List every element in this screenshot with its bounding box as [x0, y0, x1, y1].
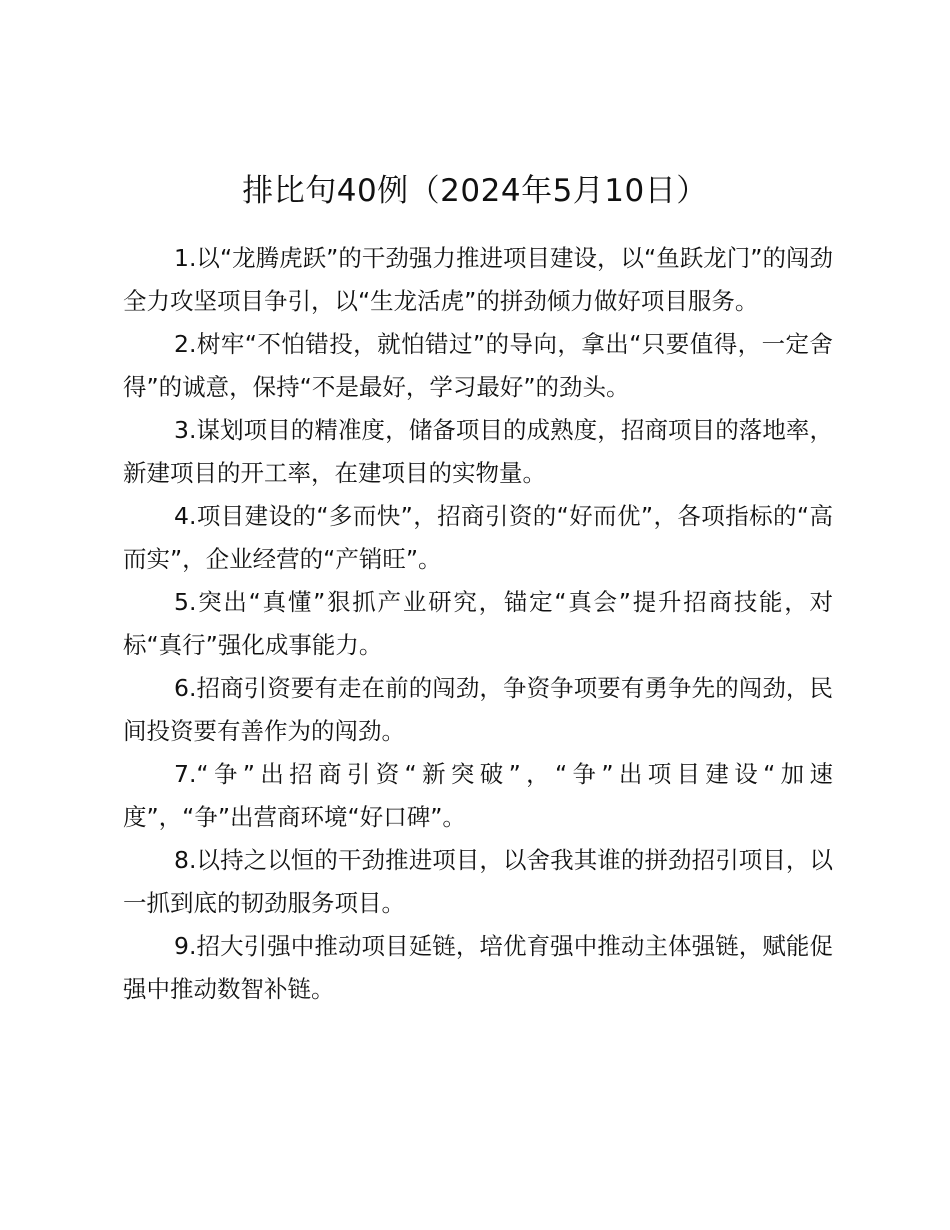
paragraph-8: 8.以持之以恒的干劲推进项目，以舍我其谁的拼劲招引项目，以一抓到底的韧劲服务项目。	[123, 846, 833, 917]
document-body	[123, 237, 833, 1011]
document-title: 排比句40例（2024年5月10日）	[242, 173, 708, 209]
paragraph-5: 5.突出“真懂”狠抓产业研究，锚定“真会”提升招商技能，对标“真行”强化成事能力。	[123, 588, 833, 659]
paragraph-1: 1.以“龙腾虎跃”的干劲强力推进项目建设，以“鱼跃龙门”的闯劲全力攻坚项目争引，以“生龙活虎”的拼劲倾力做好项目服务。	[123, 244, 833, 315]
paragraph-6: 6.招商引资要有走在前的闯劲，争资争项要有勇争先的闯劲，民间投资要有善作为的闯劲。	[123, 674, 833, 745]
paragraph-4: 4.项目建设的“多而快”，招商引资的“好而优”，各项指标的“高而实”，企业经营的“产销旺”。	[123, 502, 833, 573]
paragraph-2: 2.树牢“不怕错投，就怕错过”的导向，拿出“只要值得，一定舍得”的诚意，保持“不是最好，学习最好”的劲头。	[123, 330, 833, 401]
paragraph-7: 7.“争”出招商引资“新突破”，“争”出项目建设“加速度”，“争”出营商环境“好口碑”。	[123, 760, 833, 831]
paragraph-3: 3.谋划项目的精准度，储备项目的成熟度，招商项目的落地率，新建项目的开工率，在建项目的实物量。	[123, 416, 833, 487]
paragraph-9: 9.招大引强中推动项目延链，培优育强中推动主体强链，赋能促强中推动数智补链。	[123, 932, 833, 1003]
